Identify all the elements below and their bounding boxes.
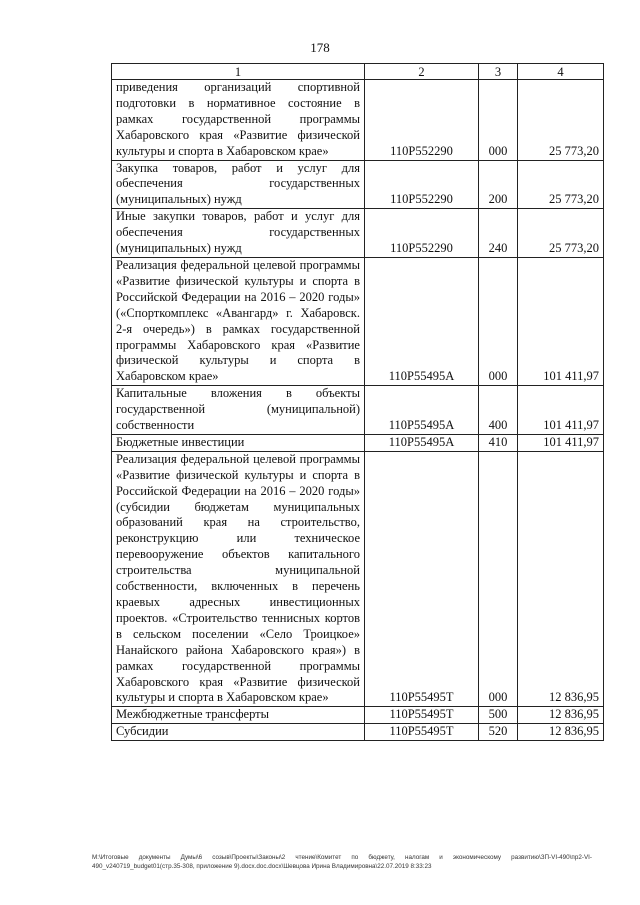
row-amount: 12 836,95 [518, 451, 604, 707]
column-header: 3 [479, 64, 518, 80]
row-code: 110P55495A [365, 257, 479, 385]
row-name: Бюджетные инвестиции [112, 434, 365, 451]
column-header: 4 [518, 64, 604, 80]
row-amount: 101 411,97 [518, 257, 604, 385]
column-header: 2 [365, 64, 479, 80]
row-name: Реализация федеральной целевой программы «Развитие физической культуры и спорта в Российской Федерации на 2016 – 2020 годы» («Спорткомплекс «Авангард» г. Хабаровск. 2-я очередь») в рамках государственной программы Хабаровского края «Развитие физической культуры и спорта в Хабаровском крае» [112, 257, 365, 385]
column-header: 1 [112, 64, 365, 80]
row-amount: 25 773,20 [518, 209, 604, 258]
row-code: 110P552290 [365, 80, 479, 161]
row-amount: 12 836,95 [518, 724, 604, 741]
row-amount: 25 773,20 [518, 80, 604, 161]
table-row [112, 386, 604, 435]
row-name: Реализация федеральной целевой программы «Развитие физической культуры и спорта в Российской Федерации на 2016 – 2020 годы» (субсидии бюджетам муниципальных образований края на строительство, реконструкцию или техническое перевооружение объектов капитального строительства муниципальной собственности, включенных в перечень краевых адресных инвестиционных проектов. «Строительство теннисных кортов в сельском поселении «Село Троицкое» Нанайского района Хабаровского края») в рамках государственной программы Хабаровского края «Развитие физической культуры и спорта в Хабаровском крае» [112, 451, 365, 707]
row-code: 110P55495T [365, 451, 479, 707]
row-type: 400 [479, 386, 518, 435]
page-number: 178 [310, 40, 330, 55]
row-type: 500 [479, 707, 518, 724]
budget-table [111, 63, 604, 741]
table-row [112, 707, 604, 724]
row-name: Закупка товаров, работ и услуг для обеспечения государственных (муниципальных) нужд [112, 160, 365, 209]
row-code: 110P55495A [365, 386, 479, 435]
row-type: 410 [479, 434, 518, 451]
row-code: 110P55495T [365, 707, 479, 724]
row-name: Межбюджетные трансферты [112, 707, 365, 724]
row-name: Капитальные вложения в объекты государственной (муниципальной) собственности [112, 386, 365, 435]
table-row [112, 80, 604, 161]
row-code: 110P55495T [365, 724, 479, 741]
row-code: 110P55495A [365, 434, 479, 451]
row-type: 000 [479, 80, 518, 161]
row-name: приведения организаций спортивной подготовки в нормативное состояние в рамках государственной программы Хабаровского края «Развитие физической культуры и спорта в Хабаровском крае» [112, 80, 365, 161]
row-type: 000 [479, 257, 518, 385]
row-type: 240 [479, 209, 518, 258]
row-type: 200 [479, 160, 518, 209]
table-row [112, 257, 604, 385]
row-amount: 25 773,20 [518, 160, 604, 209]
row-name: Иные закупки товаров, работ и услуг для обеспечения государственных (муниципальных) нужд [112, 209, 365, 258]
table-row [112, 434, 604, 451]
table-row [112, 160, 604, 209]
table-row [112, 724, 604, 741]
row-code: 110P552290 [365, 209, 479, 258]
table-row [112, 209, 604, 258]
row-type: 520 [479, 724, 518, 741]
row-name: Субсидии [112, 724, 365, 741]
table-row [112, 451, 604, 707]
row-amount: 101 411,97 [518, 386, 604, 435]
document-file-path: М:\Итоговые документы Думы\6 созыв\Проекты\Законы\2 чтение\Комитет по бюджету, налогам и экономическому развитию\ЗП-VI-490\пр2-VI-490_v240719_budget01(стр.35-308, приложение 9).docx.doc.docx\Шевцова Ирина Владимировна\22.07.2019 8:33:23 [92, 854, 592, 870]
row-amount: 12 836,95 [518, 707, 604, 724]
row-code: 110P552290 [365, 160, 479, 209]
row-amount: 101 411,97 [518, 434, 604, 451]
table-header-row [112, 64, 604, 80]
row-type: 000 [479, 451, 518, 707]
